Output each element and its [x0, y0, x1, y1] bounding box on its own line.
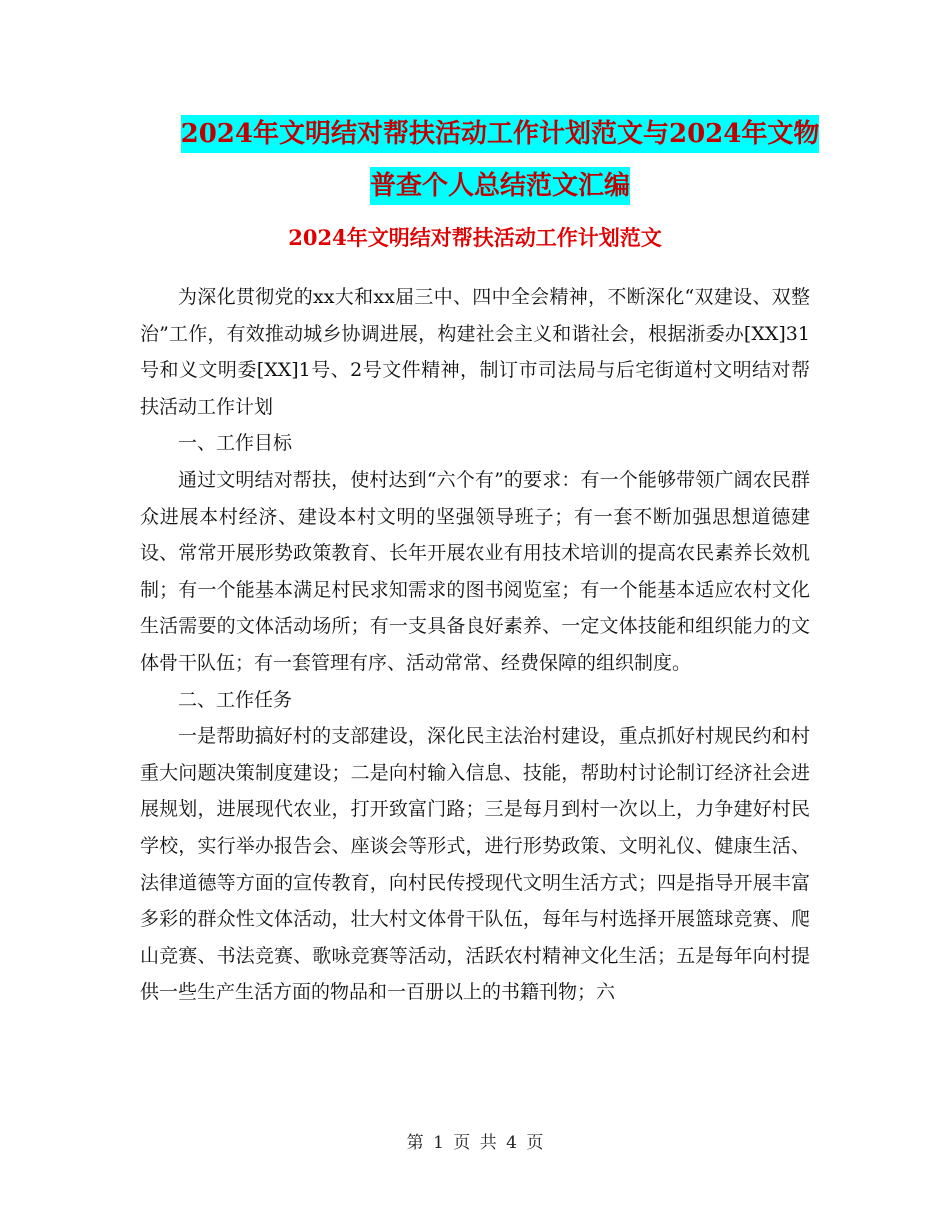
heading-work-goals: 一、工作目标	[178, 432, 293, 455]
heading-work-tasks: 二、工作任务	[178, 688, 293, 711]
paragraph-work-goals: 通过文明结对帮扶，使村达到“六个有”的要求：有一个能够带领广阔农民群众进展本村经济、建设本村文明的坚强领导班子；有一套不断加强思想道德建设、常常开展形势政策教育、长年开展农业有用技术培训的提高农民素养长效机制；有一个能基本满足村民求知需求的图书阅览室；有一个能基本适应农村文化生活需要的文体活动场所；有一支具备良好素养、一定文体技能和组织能力的文体骨干队伍；有一套管理有序、活动常常、经费保障的组织制度。	[140, 468, 810, 674]
page-number-footer: 第 1 页 共 4 页	[406, 1133, 544, 1153]
document-body	[140, 279, 810, 1011]
title-line-2: 普查个人总结范文汇编	[370, 167, 630, 205]
document-title	[140, 108, 860, 212]
paragraph-intro: 为深化贯彻党的xx大和xx届三中、四中全会精神，不断深化“双建设、双整治”工作，有效推动城乡协调进展，构建社会主义和谐社会，根据浙委办[XX]31号和义文明委[XX]1号、2号文件精神，制订市司法局与后宅街道村文明结对帮扶活动工作计划	[140, 286, 810, 418]
paragraph-work-tasks: 一是帮助搞好村的支部建设，深化民主法治村建设，重点抓好村规民约和村重大问题决策制度建设；二是向村输入信息、技能，帮助村讨论制订经济社会进展规划，进展现代农业，打开致富门路；三是每月到村一次以上，力争建好村民学校，实行举办报告会、座谈会等形式，进行形势政策、文明礼仪、健康生活、法律道德等方面的宣传教育，向村民传授现代文明生活方式；四是指导开展丰富多彩的群众性文体活动，壮大村文体骨干队伍，每年与村选择开展篮球竞赛、爬山竞赛、书法竞赛、歌咏竞赛等活动，活跃农村精神文化生活；五是每年向村提供一些生产生活方面的物品和一百册以上的书籍刊物；六	[140, 725, 810, 1004]
title-line-1: 2024年文明结对帮扶活动工作计划范文与2024年文物	[181, 115, 820, 153]
section-title: 2024年文明结对帮扶活动工作计划范文	[288, 225, 662, 250]
